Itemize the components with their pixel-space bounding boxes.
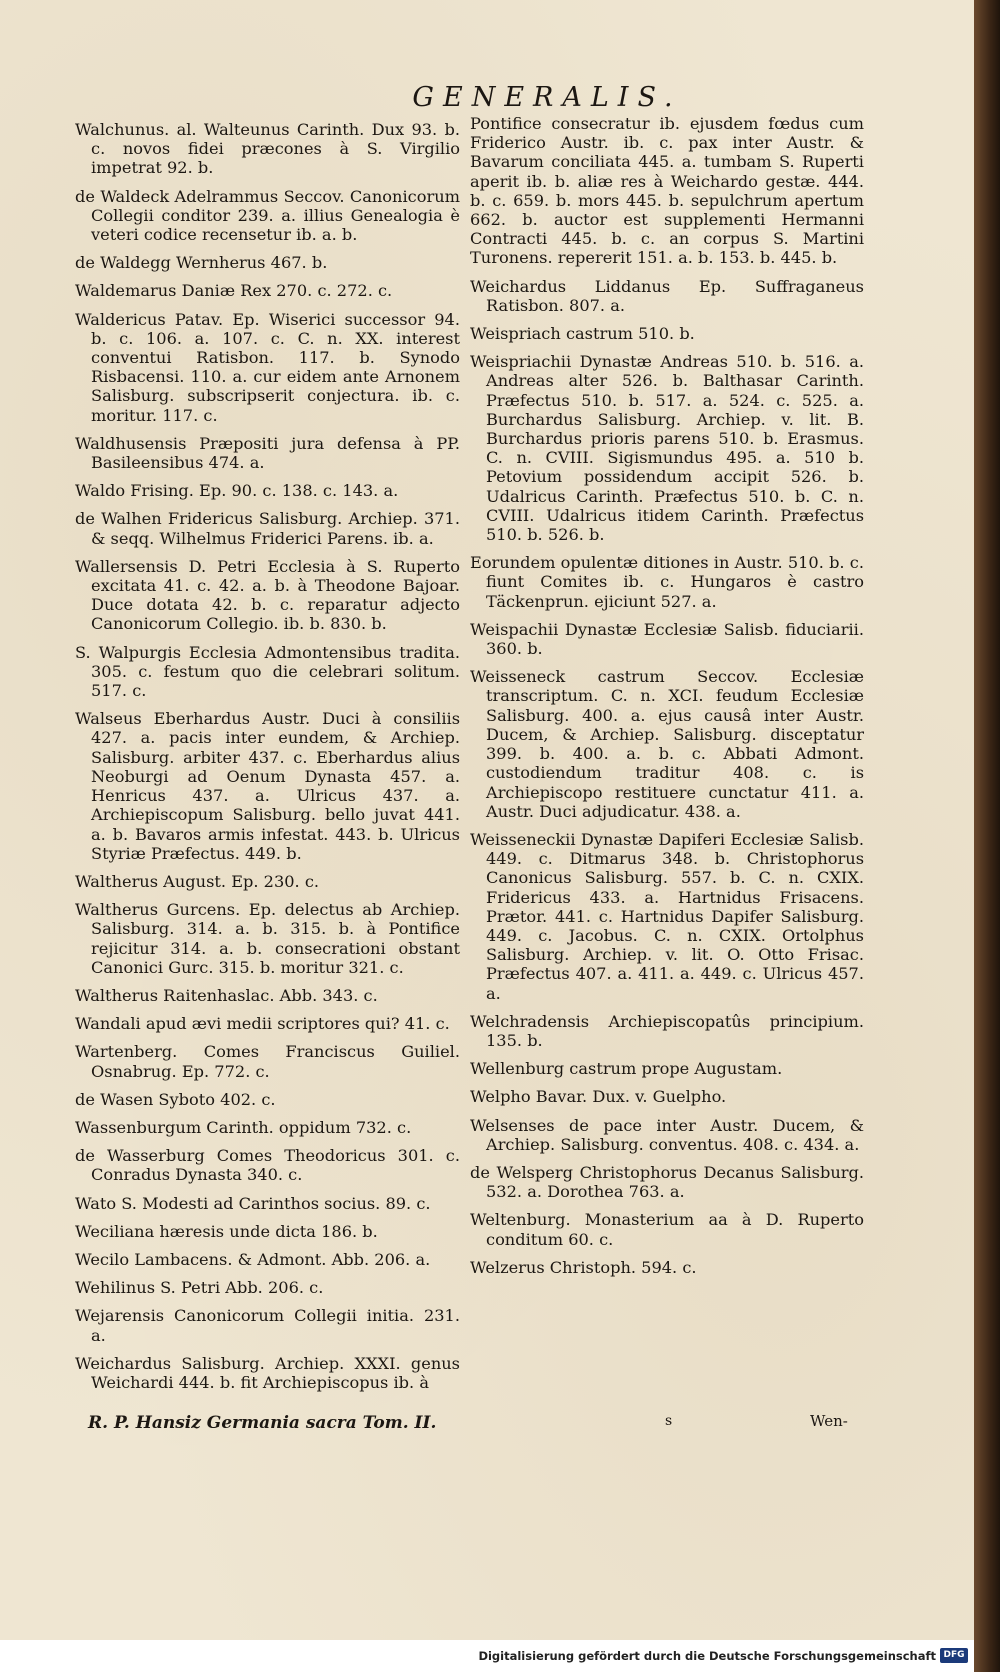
index-entry: de Waldegg Wernherus 467. b. [75, 253, 328, 273]
index-entry: Weciliana hæresis unde dicta 186. b. [75, 1221, 378, 1241]
entry-continuation: Pontifice consecratur ib. ejusdem fœdus cum Friderico Austr. ib. c. pax inter Austr. & Bavarum conciliata 445. a. tumbam S. Ruperti aperit ib. b. aliæ res à Weichardo gestæ. 444. b. c. 659. b. mors 445. b. sepulchrum apertum 662. b. auctor est supplementi Hermanni Contracti 445. b. c. an corpus S. Martini Turonens. repererit 151. a. b. 153. b. 445. b. [470, 114, 864, 268]
index-entry: Welchradensis Archiepiscopatûs principium. 135. b. [470, 1011, 864, 1050]
index-entry: Wecilo Lambacens. & Admont. Abb. 206. a. [75, 1249, 431, 1269]
index-entry: Eorundem opulentæ ditiones in Austr. 510. b. c. fiunt Comites ib. c. Hungaros è castro Täckenprun. ejiciunt 527. a. [470, 553, 864, 611]
index-entry: Waltherus Gurcens. Ep. delectus ab Archiep. Salisburg. 314. a. b. 315. b. à Pontifice rejicitur 314. a. b. consecrationi obstant Canonici Gurc. 315. b. moritur 321. c. [75, 900, 460, 977]
index-entry: Waldhusensis Præpositi jura defensa à PP. Basileensibus 474. a. [75, 433, 460, 473]
book-edge [974, 0, 1000, 1672]
dfg-logo-icon: DFG [940, 1648, 968, 1663]
index-entry: Wartenberg. Comes Franciscus Guiliel. Osnabrug. Ep. 772. c. [75, 1042, 460, 1081]
index-entry: Wejarensis Canonicorum Collegii initia. 231. a. [75, 1306, 460, 1345]
index-entry: Welzerus Christoph. 594. c. [470, 1257, 697, 1277]
index-entry: Weichardus Salisburg. Archiep. XXXI. genus Weichardi 444. b. fit Archiepiscopus ib. à [75, 1353, 460, 1392]
index-entry: de Wasen Syboto 402. c. [75, 1089, 276, 1109]
index-entry: Weispriachii Dynastæ Andreas 510. b. 516. a. Andreas alter 526. b. Balthasar Carinth. Præfectus 510. b. 517. a. 524. c. 525. a. Burchardus Salisburg. Archiep. v. lit. B. Burchardus prioris parens 510. b. Erasmus. C. n. CVIII. Sigismundus 495. a. 510 b. Petovium possidendum accipit 526. b. Udalricus Carinth. Præfectus 510. b. C. n. CVIII. Udalricus itidem Carinth. Præfectus 510. b. 526. b. [470, 352, 864, 545]
index-column-right [470, 114, 864, 1286]
index-entry: de Waldeck Adelrammus Seccov. Canonicorum Collegii conditor 239. a. illius Genealogia è veteri codice recensetur ib. a. b. [75, 186, 460, 245]
index-entry: Walseus Eberhardus Austr. Duci à consiliis 427. a. pacis inter eundem, & Archiep. Salisburg. arbiter 437. c. Eberhardus alius Neoburgi ad Oenum Dynasta 457. a. Henricus 437. a. Ulricus 437. a. Archiepiscopum Salisburg. bello juvat 441. a. b. Bavaros armis infestat. 443. b. Ulricus Styriæ Præfectus. 449. b. [75, 709, 460, 863]
index-entry: Weisseneckii Dynastæ Dapiferi Ecclesiæ Salisb. 449. c. Ditmarus 348. b. Christophorus Canonicus Salisburg. 557. b. C. n. CXIX. Fridericus 433. a. Hartnidus Frisacens. Prætor. 441. c. Hartnidus Dapifer Salisburg. 449. c. Jacobus. C. n. CXIX. Ortolphus Salisburg. Archiep. v. lit. O. Otto Frisac. Præfectus 407. a. 411. a. 449. c. Ulricus 457. a. [470, 829, 864, 1003]
signature-mark: s [665, 1413, 673, 1429]
index-entry: Walchunus. al. Walteunus Carinth. Dux 93. b. c. novos fidei præcones à S. Virgilio impetrat 92. b. [75, 120, 460, 178]
index-entry: Weispriach castrum 510. b. [470, 324, 695, 344]
index-entry: Wallersensis D. Petri Ecclesia à S. Ruperto excitata 41. c. 42. a. b. à Theodone Bajoar. Duce dotata 42. b. c. reparatur adjecto Canonicorum Collegio. ib. b. 830. b. [75, 556, 460, 634]
index-entry: Wandali apud ævi medii scriptores qui? 41. c. [75, 1014, 450, 1034]
index-entry: Waldo Frising. Ep. 90. c. 138. c. 143. a. [75, 481, 399, 501]
footer-credit: Digitalisierung gefördert durch die Deutsche Forschungsgemeinschaft [478, 1649, 936, 1663]
index-entry: Wellenburg castrum prope Augustam. [470, 1059, 783, 1079]
index-entry: Weltenburg. Monasterium aa à D. Ruperto conditum 60. c. [470, 1210, 864, 1249]
index-entry: Weisseneck castrum Seccov. Ecclesiæ transcriptum. C. n. XCI. feudum Ecclesiæ Salisburg. 400. a. ejus causâ inter Austr. Ducem, & Archiep. Salisburg. disceptatur 399. b. 400. a. b. c. Abbati Admont. custodiendum traditur 408. c. is Archiepiscopo restituere cunctatur 411. a. Austr. Duci adjudicatur. 438. a. [470, 667, 864, 821]
digitization-footer [0, 1640, 974, 1672]
catchword: Wen- [810, 1412, 848, 1430]
index-entry: Waldericus Patav. Ep. Wiserici successor 94. b. c. 106. a. 107. c. C. n. XX. interest conventui Ratisbon. 117. b. Synodo Risbacensi. 110. a. cur eidem ante Arnonem Salisburg. subscripserit conjectura. ib. c. moritur. 117. c. [75, 309, 460, 425]
index-entry: de Welsperg Christophorus Decanus Salisburg. 532. a. Dorothea 763. a. [470, 1162, 864, 1202]
index-entry: Weichardus Liddanus Ep. Suffraganeus Ratisbon. 807. a. [470, 276, 864, 315]
index-entry: de Wasserburg Comes Theodoricus 301. c. Conradus Dynasta 340. c. [75, 1146, 460, 1185]
index-entry: Welpho Bavar. Dux. v. Guelpho. [470, 1087, 727, 1107]
index-entry: Waldemarus Daniæ Rex 270. c. 272. c. [75, 281, 393, 301]
running-head: GENERALIS. [412, 82, 682, 113]
index-column-left [75, 120, 460, 1401]
index-entry: S. Walpurgis Ecclesia Admontensibus tradita. 305. c. festum quo die celebrari solitum. 517. c. [75, 642, 460, 701]
index-entry: Wehilinus S. Petri Abb. 206. c. [75, 1278, 324, 1298]
printer-signature-line: R. P. Hansiz Germania sacra Tom. II. [88, 1413, 437, 1433]
index-entry: Weispachii Dynastæ Ecclesiæ Salisb. fiduciarii. 360. b. [470, 619, 864, 659]
index-entry: Waltherus August. Ep. 230. c. [75, 871, 320, 891]
index-entry: de Walhen Fridericus Salisburg. Archiep. 371. & seqq. Wilhelmus Friderici Parens. ib. a. [75, 509, 460, 548]
index-entry: Waltherus Raitenhaslac. Abb. 343. c. [75, 985, 378, 1005]
index-entry: Wassenburgum Carinth. oppidum 732. c. [75, 1117, 412, 1137]
index-entry: Wato S. Modesti ad Carinthos socius. 89. c. [75, 1193, 431, 1213]
index-entry: Welsenses de pace inter Austr. Ducem, & Archiep. Salisburg. conventus. 408. c. 434. a. [470, 1115, 864, 1154]
